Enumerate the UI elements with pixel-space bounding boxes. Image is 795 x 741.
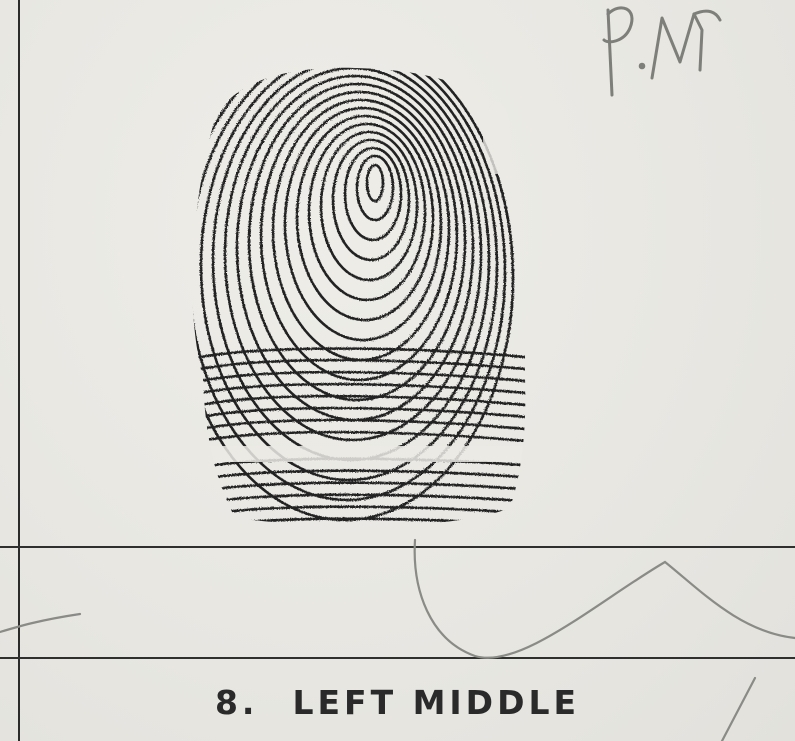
label-box-top-rule: [0, 657, 795, 659]
finger-number: 8.: [214, 683, 259, 722]
fingerprint-impression: [175, 58, 535, 533]
handwritten-initials: [590, 0, 740, 110]
finger-label: [0, 683, 795, 722]
print-box-bottom-rule: [0, 546, 795, 548]
left-vertical-rule: [18, 0, 20, 741]
finger-name: LEFT MIDDLE: [292, 683, 581, 722]
